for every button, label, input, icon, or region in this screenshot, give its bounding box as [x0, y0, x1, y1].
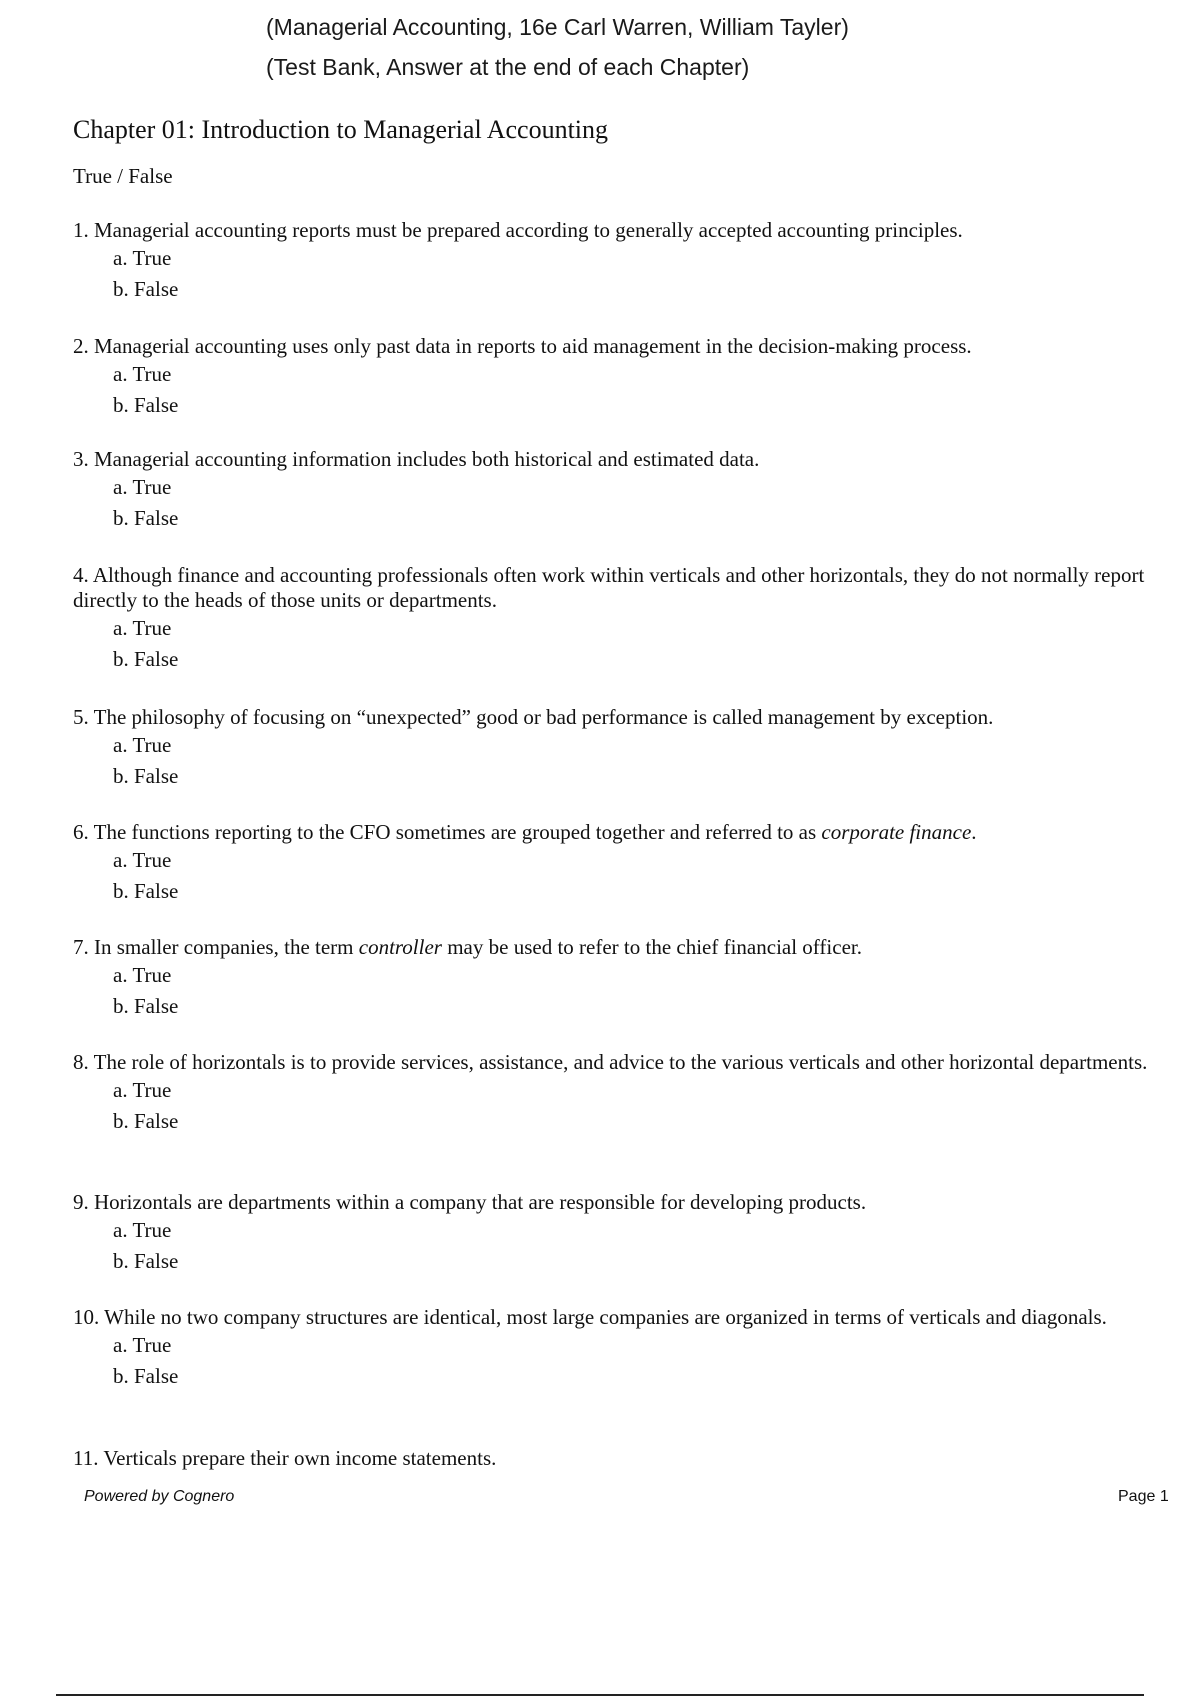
question-1-text: 1. Managerial accounting reports must be prepared according to generally accepted accounting principles. [73, 218, 963, 242]
question-6-text [73, 820, 1153, 845]
question-6-option-b: b. False [113, 879, 179, 903]
question-5-option-b: b. False [113, 764, 179, 788]
question-2 [73, 334, 1153, 421]
question-8-text: 8. The role of horizontals is to provide services, assistance, and advice to the various verticals and other horizontal departments. [73, 1050, 1148, 1074]
question-2-option-b: b. False [113, 393, 179, 417]
question-10-option-b: b. False [113, 1364, 179, 1388]
question-11 [73, 1446, 1153, 1471]
question-6-text-end: . [971, 820, 977, 844]
question-7-text-end: may be used to refer to the chief financial officer. [441, 935, 862, 959]
question-7-text-emphasis: controller [358, 935, 442, 959]
question-7-text-start: 7. In smaller companies, the term [73, 935, 359, 959]
question-9-text: 9. Horizontals are departments within a company that are responsible for developing products. [73, 1190, 867, 1214]
question-7 [73, 935, 1153, 1022]
question-4 [73, 563, 1153, 675]
question-4-text: 4. Although finance and accounting professionals often work within verticals and other horizontals, they do not normally report directly to the heads of those units or departments. [73, 563, 1145, 612]
footer-page-number: Page 1 [1118, 1488, 1169, 1505]
question-8-option-b: b. False [113, 1109, 179, 1133]
footer-powered-by: Powered by Cognero [84, 1488, 235, 1505]
question-10-option-a: a. True [113, 1333, 172, 1357]
question-11-text: 11. Verticals prepare their own income statements. [73, 1446, 497, 1470]
header-line-2: (Test Bank, Answer at the end of each Chapter) [266, 54, 750, 80]
question-9-option-b: b. False [113, 1249, 179, 1273]
question-5-text: 5. The philosophy of focusing on “unexpected” good or bad performance is called management by exception. [73, 705, 994, 729]
question-3-option-a: a. True [113, 475, 172, 499]
question-1-option-a: a. True [113, 246, 172, 270]
question-3-option-b: b. False [113, 506, 179, 530]
question-6-text-start: 6. The functions reporting to the CFO sometimes are grouped together and referred to as [73, 820, 822, 844]
question-7-option-b: b. False [113, 994, 179, 1018]
question-6-text-emphasis: corporate finance [821, 820, 972, 844]
question-6-option-a: a. True [113, 848, 172, 872]
question-3 [73, 447, 1153, 534]
section-label: True / False [73, 164, 173, 188]
question-2-option-a: a. True [113, 362, 172, 386]
chapter-title: Chapter 01: Introduction to Managerial Accounting [73, 115, 609, 144]
question-1 [73, 218, 1153, 305]
question-8 [73, 1050, 1153, 1137]
question-8-option-a: a. True [113, 1078, 172, 1102]
question-5 [73, 705, 1153, 792]
question-7-option-a: a. True [113, 963, 172, 987]
question-4-option-b: b. False [113, 647, 179, 671]
question-10-text: 10. While no two company structures are identical, most large companies are organized in terms of verticals and diagonals. [73, 1305, 1107, 1329]
header-line-1: (Managerial Accounting, 16e Carl Warren, William Tayler) [266, 14, 849, 40]
question-2-text: 2. Managerial accounting uses only past data in reports to aid management in the decision-making process. [73, 334, 972, 358]
question-1-option-b: b. False [113, 277, 179, 301]
question-9 [73, 1190, 1153, 1277]
question-10 [73, 1305, 1153, 1392]
bottom-rule [56, 1694, 1144, 1696]
question-5-option-a: a. True [113, 733, 172, 757]
question-7-text [73, 935, 1153, 960]
question-3-text: 3. Managerial accounting information includes both historical and estimated data. [73, 447, 760, 471]
question-4-option-a: a. True [113, 616, 172, 640]
question-6 [73, 820, 1153, 907]
question-9-option-a: a. True [113, 1218, 172, 1242]
